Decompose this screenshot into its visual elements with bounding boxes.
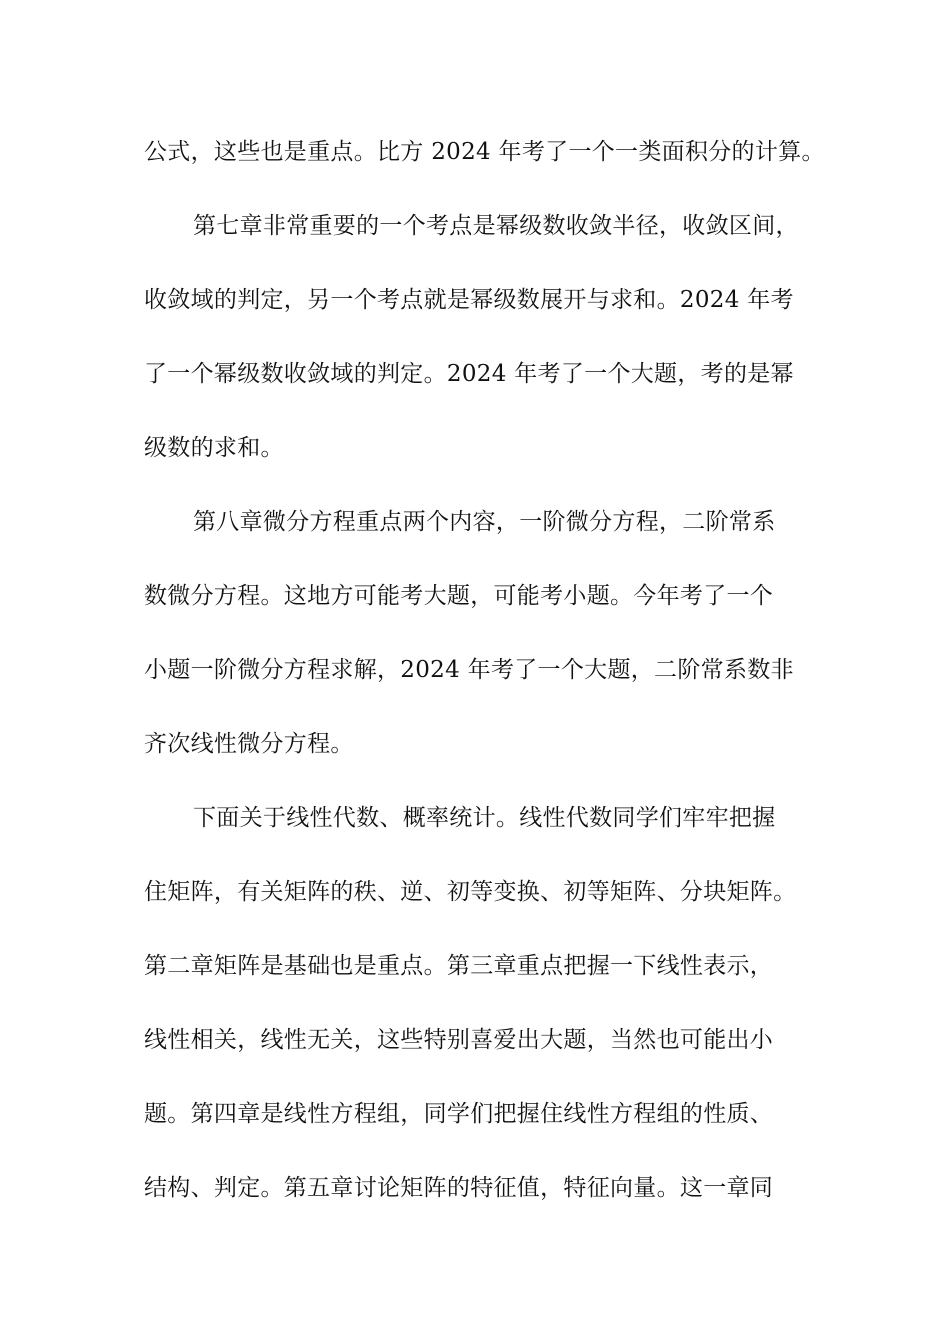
- text-line: 结构、判定。第五章讨论矩阵的特征值，特征向量。这一章同: [144, 1175, 774, 1201]
- text-line: 下面关于线性代数、概率统计。线性代数同学们牢牢把握: [193, 805, 776, 831]
- text-line: 线性相关，线性无关，这些特别喜爱出大题，当然也可能出小: [144, 1027, 774, 1053]
- text-line: 公式，这些也是重点。比方 2024 年考了一个一类面积分的计算。: [144, 139, 825, 165]
- text-line: 收敛域的判定，另一个考点就是幂级数展开与求和。2024 年考: [144, 287, 794, 313]
- text-line: 第八章微分方程重点两个内容，一阶微分方程，二阶常系: [193, 509, 776, 535]
- text-line: 数微分方程。这地方可能考大题，可能考小题。今年考了一个: [144, 583, 774, 609]
- text-line: 第七章非常重要的一个考点是幂级数收敛半径，收敛区间，: [193, 213, 799, 239]
- text-line: 题。第四章是线性方程组，同学们把握住线性方程组的性质、: [144, 1101, 774, 1127]
- text-line: 齐次线性微分方程。: [144, 731, 354, 757]
- text-line: 级数的求和。: [144, 435, 284, 461]
- text-line: 小题一阶微分方程求解，2024 年考了一个大题，二阶常系数非: [144, 657, 794, 683]
- text-line: 了一个幂级数收敛域的判定。2024 年考了一个大题，考的是幂: [144, 361, 794, 387]
- text-line: 第二章矩阵是基础也是重点。第三章重点把握一下线性表示，: [144, 953, 774, 979]
- text-line: 住矩阵，有关矩阵的秩、逆、初等变换、初等矩阵、分块矩阵。: [144, 879, 797, 905]
